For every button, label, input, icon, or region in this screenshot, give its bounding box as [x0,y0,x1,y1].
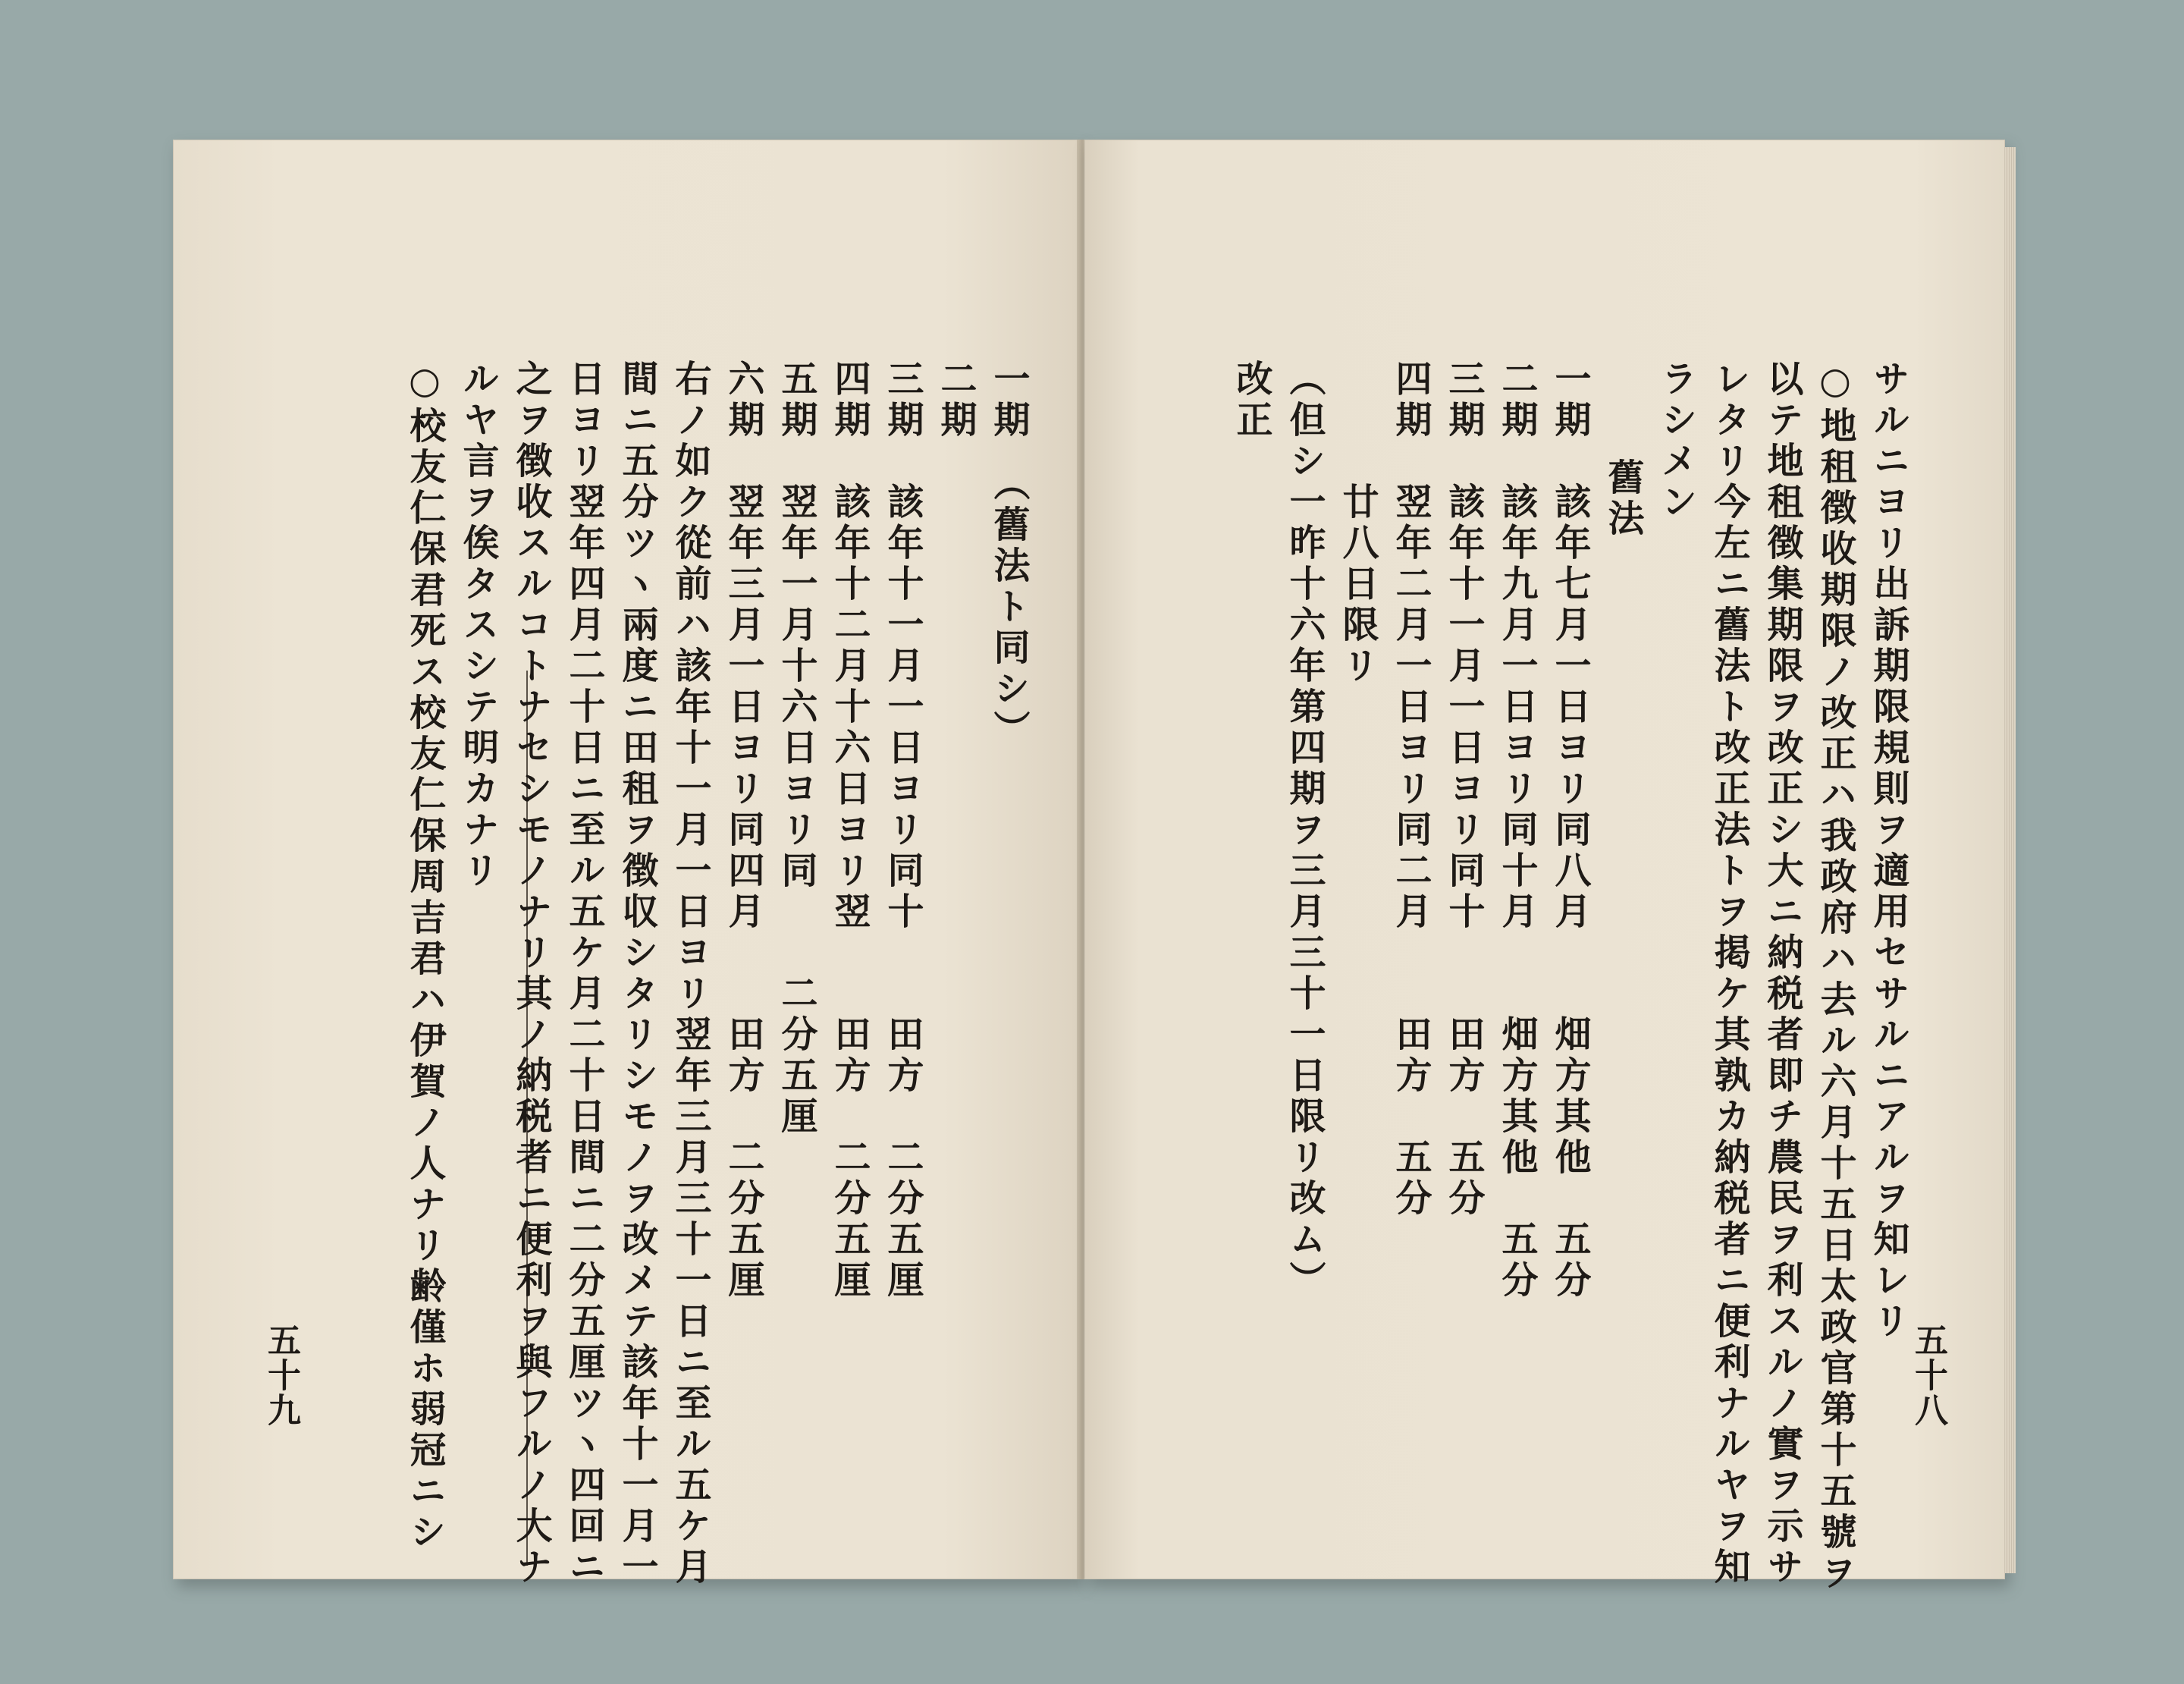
text-line: 一期 該年七月一日ヨリ同八月 畑方其他 五分 [1549,360,1591,1302]
text-line: 以テ地租徴集期限ヲ改正シ大ニ納税者即チ農民ヲ利スルノ實ヲ示サ [1761,360,1803,1588]
text-line: 五期 翌年一月十六日ヨリ同 二分五厘 [775,360,817,1138]
text-line: 四期 該年十二月十六日ヨリ翌 田方 二分五厘 [828,360,871,1302]
page-number: 五十八 [1909,1323,1947,1428]
text-line: 二期 [934,360,977,441]
text-line: 三期 該年十一月一日ヨリ同十 田方 二分五厘 [881,360,924,1302]
left-page [173,140,1080,1588]
text-line: 廿八日限リ [1336,360,1379,687]
text-line: ラシメン [1655,360,1697,523]
text-line: サルニヨリ出訴期限規則ヲ適用セサルニアルヲ知レリ [1867,360,1909,1343]
text-line: 舊法 [1602,458,1644,540]
text-line: 之ヲ徴收スルコトナセシモノナリ其ノ納税者ニ便利ヲ與フルノ大ナ [510,360,552,1588]
right-page [1084,140,2005,1594]
text-line: レタリ今左ニ舊法ト改正法トヲ掲ケ其孰カ納税者ニ便利ナルヤヲ知 [1708,360,1750,1588]
text-line: ○地租徴收期限ノ改正ハ我政府ハ去ル六月十五日太政官第十五號ヲ [1814,360,1856,1594]
text-line: ルヤ言ヲ俟タスシテ明カナリ [457,360,499,892]
page-edges [2005,147,2016,1573]
text-line: 四期 翌年二月一日ヨリ同二月 田方 五分 [1389,360,1432,1220]
text-line: 右ノ如ク從前ハ該年十一月一日ヨリ翌年三月三十一日ニ至ル五ケ月 [669,360,711,1588]
text-line: （但シ一昨十六年第四期ヲ三月三十一日限リ改ム） [1283,360,1326,1302]
text-line: 改正 [1230,360,1272,441]
left-page-text [287,360,1080,1588]
text-line: 一期 （舊法ト同シ） [987,360,1030,751]
text-line: 六期 翌年三月一日ヨリ同四月 田方 二分五厘 [722,360,764,1302]
right-page-text [1130,360,1909,1594]
page-number: 五十九 [262,1323,300,1428]
text-line: 三期 該年十一月一日ヨリ同十 田方 五分 [1442,360,1485,1220]
text-line: 日ヨリ翌年四月二十日ニ至ル五ケ月二十日間ニ二分五厘ツヽ四回ニ [563,360,605,1588]
text-line: ○校友仁保君死ス校友仁保周吉君ハ伊賀ノ人ナリ齢僅ホ弱冠ニシ [403,360,446,1554]
text-line: 二期 該年九月一日ヨリ同十月 畑方其他 五分 [1495,360,1538,1302]
text-line: 間ニ五分ツヽ兩度ニ田租ヲ徴収シタリシモノヲ改メテ該年十一月一 [616,360,658,1588]
open-book [173,140,2005,1594]
